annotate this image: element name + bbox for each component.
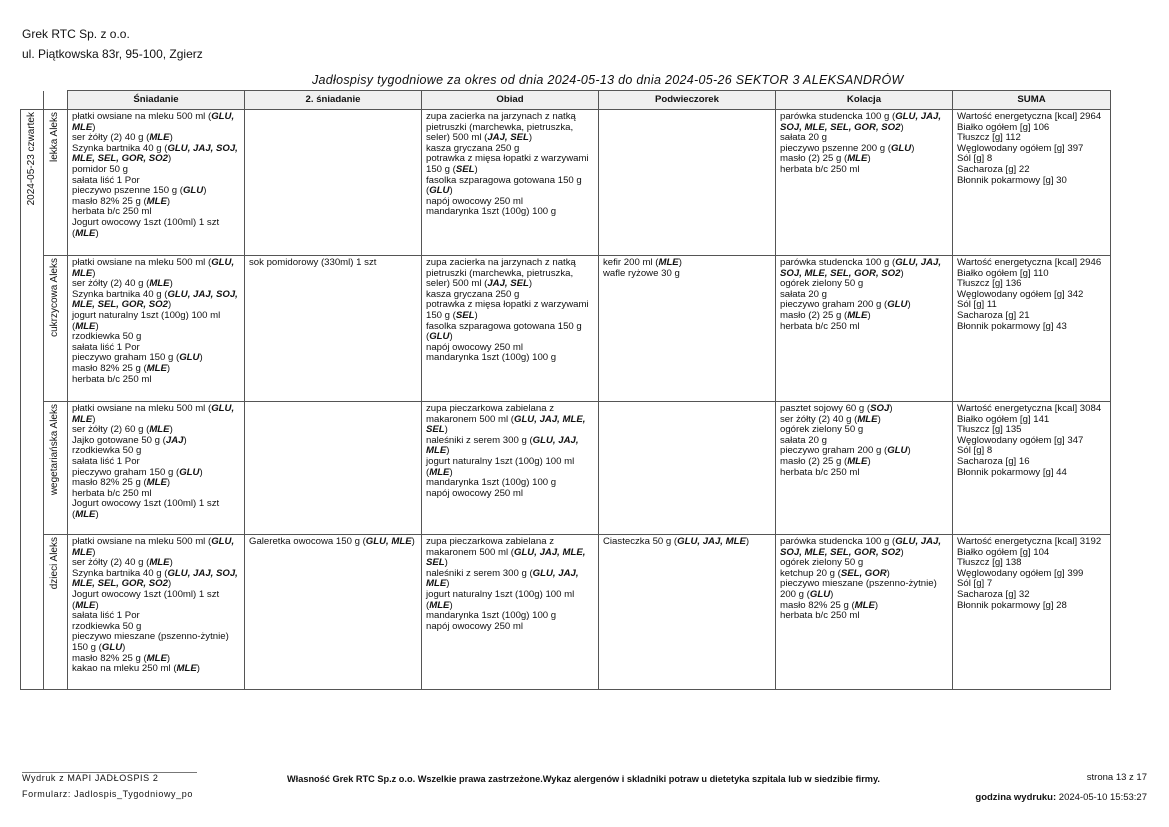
meal-cell [953,256,1111,402]
meal-item: Jajko gotowane 50 g (JAJ) [72,434,187,446]
meal-cell [245,402,422,535]
diet-name-cell [44,402,68,535]
meal-cell [245,110,422,256]
meal-item: parówka studencka 100 g (GLU, JAJ, SOJ, MLE, SEL, GOR, SO2) [780,111,942,133]
meal-item: Galeretka owocowa 150 g (GLU, MLE) [249,536,415,547]
meal-item: zupa zacierka na jarzynach z natką pietruszki (marchewka, pietruszka, seler) 500 ml (JAJ, SEL) [426,111,576,144]
meal-item: pieczywo mieszane (pszenno-żytnie) 200 g (GLU) [780,578,937,600]
nutrition-line: Błonnik pokarmowy [g] 28 [957,599,1067,611]
meal-cell [776,535,953,690]
diet-row [21,110,1111,256]
meal-cell [776,256,953,402]
nutrition-line: Tłuszcz [g] 136 [957,278,1022,290]
meal-cell [953,110,1111,256]
column-header: 2. śniadanie [245,91,422,110]
meal-item: parówka studencka 100 g (GLU, JAJ, SOJ, MLE, SEL, GOR, SO2) [780,536,942,558]
meal-cell [245,535,422,690]
date-label: 2024-05-23 czwartek [25,112,37,206]
company-address: ul. Piątkowska 83r, 95-100, Zgierz [22,47,203,61]
diet-name-cell [44,256,68,402]
meal-cell [68,535,245,690]
diet-name-cell [44,535,68,690]
meal-item: wafle ryżowe 30 g [603,267,680,279]
nutrition-line: Sól [g] 7 [957,578,993,590]
meal-item: ketchup 20 g (SEL, GOR) [780,567,890,579]
meal-item: Szynka bartnika 40 g (GLU, JAJ, SOJ, MLE, SEL, GOR, SO2) [72,288,238,311]
nutrition-line: Białko ogółem [g] 110 [957,267,1049,279]
meal-item: napój owocowy 250 ml [426,620,524,632]
meal-item: mandarynka 1szt (100g) 100 g [426,206,557,218]
column-header: Kolacja [776,91,953,110]
company-name: Grek RTC Sp. z o.o. [22,27,130,41]
meal-item: pieczywo graham 200 g (GLU) [780,299,911,311]
meal-item: sałata 20 g [780,288,827,300]
footer-source: Wydruk z MAPI JADŁOSPIS 2 [22,773,159,783]
meal-item: napój owocowy 250 ml [426,341,524,353]
meal-cell [599,535,776,690]
meal-item: sałata 20 g [780,132,827,144]
meal-item: fasolka szparagowa gotowana 150 g (GLU) [426,174,582,197]
nutrition-line: Sacharoza [g] 21 [957,309,1030,321]
column-header: Podwieczorek [599,91,776,110]
nutrition-line: Wartość energetyczna [kcal] 2946 [957,257,1102,268]
meal-cell [422,256,599,402]
nutrition-line: Błonnik pokarmowy [g] 43 [957,320,1067,332]
menu-table [20,90,1111,690]
meal-item: zupa zacierka na jarzynach z natką pietruszki (marchewka, pietruszka, seler) 500 ml (JAJ, SEL) [426,257,576,290]
diet-name-cell [44,110,68,256]
meal-item: zupa pieczarkowa zabielana z makaronem 500 ml (GLU, JAJ, MLE, SEL) [426,403,586,436]
meal-item: ogórek zielony 50 g [780,424,864,436]
meal-item: kasza gryczana 250 g [426,142,520,154]
meal-cell [953,402,1111,535]
meal-item: fasolka szparagowa gotowana 150 g (GLU) [426,320,582,343]
meal-item: Ciasteczka 50 g (GLU, JAJ, MLE) [603,536,750,547]
header-row [21,91,1111,110]
date-cell [21,110,44,690]
meal-item: napój owocowy 250 ml [426,195,524,207]
meal-cell [422,535,599,690]
meal-item: kasza gryczana 250 g [426,288,520,300]
header-blank [21,91,44,110]
meal-item: masło 82% 25 g (MLE) [72,195,171,207]
meal-item: ser żółty (2) 40 g (MLE) [780,413,881,425]
nutrition-line: Sacharoza [g] 22 [957,163,1030,175]
meal-item: masło 82% 25 g (MLE) [72,362,171,374]
nutrition-line: Sól [g] 8 [957,445,993,457]
diet-row [21,402,1111,535]
meal-item: potrawka z mięsa łopatki z warzywami 150 g (SEL) [426,153,589,175]
print-time [975,792,1147,803]
meal-item: sałata liść 1 Por [72,341,140,353]
meal-item: parówka studencka 100 g (GLU, JAJ, SOJ, MLE, SEL, GOR, SO2) [780,257,942,279]
meal-item: potrawka z mięsa łopatki z warzywami 150 g (SEL) [426,299,589,321]
nutrition-line: Tłuszcz [g] 138 [957,557,1022,569]
footer-left [22,772,197,803]
nutrition-line: Tłuszcz [g] 135 [957,424,1022,436]
meal-item: pomidor 50 g [72,163,128,175]
meal-cell [245,256,422,402]
nutrition-line: Sacharoza [g] 32 [957,588,1030,600]
meal-item: herbata b/c 250 ml [72,206,152,218]
meal-item: masło 82% 25 g (MLE) [72,477,171,489]
meal-item: Jogurt owocowy 1szt (100ml) 1 szt (MLE) [72,588,220,611]
nutrition-line: Białko ogółem [g] 106 [957,121,1050,133]
print-time-label: godzina wydruku: [975,792,1057,803]
meal-item: pasztet sojowy 60 g (SOJ) [780,403,893,414]
meal-item: mandarynka 1szt (100g) 100 g [426,477,557,489]
meal-item: sałata liść 1 Por [72,174,140,186]
meal-item: zupa pieczarkowa zabielana z makaronem 500 ml (GLU, JAJ, MLE, SEL) [426,536,586,569]
meal-item: rzodkiewka 50 g [72,620,142,632]
meal-item: pieczywo graham 150 g (GLU) [72,352,203,364]
meal-item: masło (2) 25 g (MLE) [780,309,871,321]
diet-name: cukrzycowa Aleks [49,258,61,337]
nutrition-line: Węglowodany ogółem [g] 347 [957,434,1084,446]
meal-item: masło (2) 25 g (MLE) [780,153,871,165]
meal-cell [776,402,953,535]
meal-item: ogórek zielony 50 g [780,278,864,290]
meal-item: jogurt naturalny 1szt (100g) 100 ml (MLE) [426,455,575,478]
meal-item: kefir 200 ml (MLE) [603,257,682,268]
meal-cell [68,110,245,256]
meal-item: herbata b/c 250 ml [72,487,152,499]
meal-item: mandarynka 1szt (100g) 100 g [426,610,557,622]
meal-item: Jogurt owocowy 1szt (100ml) 1 szt (MLE) [72,498,220,520]
nutrition-line: Sól [g] 8 [957,153,993,165]
print-time-value: 2024-05-10 15:53:27 [1058,792,1147,803]
meal-cell [68,256,245,402]
nutrition-line: Błonnik pokarmowy [g] 30 [957,174,1067,186]
nutrition-line: Wartość energetyczna [kcal] 3084 [957,403,1102,414]
meal-item: herbata b/c 250 ml [780,163,860,175]
meal-item: Szynka bartnika 40 g (GLU, JAJ, SOJ, MLE, SEL, GOR, SO2) [72,142,238,165]
nutrition-line: Sól [g] 11 [957,299,997,311]
meal-item: masło 82% 25 g (MLE) [780,599,879,611]
nutrition-line: Węglowodany ogółem [g] 399 [957,567,1084,579]
meal-cell [422,402,599,535]
meal-item: sok pomidorowy (330ml) 1 szt [249,257,377,268]
meal-item: ogórek zielony 50 g [780,557,864,569]
meal-item: ser żółty (2) 40 g (MLE) [72,132,173,144]
meal-item: masło (2) 25 g (MLE) [780,455,871,467]
meal-item: płatki owsiane na mleku 500 ml (GLU, MLE) [72,257,235,279]
diet-row [21,535,1111,690]
meal-item: jogurt naturalny 1szt (100g) 100 ml (MLE) [426,588,575,611]
nutrition-line: Białko ogółem [g] 141 [957,413,1050,425]
nutrition-line: Białko ogółem [g] 104 [957,546,1050,558]
meal-item: naleśniki z serem 300 g (GLU, JAJ, MLE) [426,434,579,457]
meal-item: sałata liść 1 Por [72,455,140,467]
meal-item: napój owocowy 250 ml [426,487,524,499]
meal-item: rzodkiewka 50 g [72,445,142,457]
meal-item: naleśniki z serem 300 g (GLU, JAJ, MLE) [426,567,579,590]
meal-item: mandarynka 1szt (100g) 100 g [426,352,557,364]
document-title: Jadłospisy tygodniowe za okres od dnia 2024-05-13 do dnia 2024-05-26 SEKTOR 3 ALEKSANDRÓW [312,73,904,87]
meal-item: ser żółty (2) 40 g (MLE) [72,278,173,290]
meal-item: herbata b/c 250 ml [780,610,860,622]
nutrition-line: Wartość energetyczna [kcal] 3192 [957,536,1102,547]
column-header: SUMA [953,91,1111,110]
meal-item: Szynka bartnika 40 g (GLU, JAJ, SOJ, MLE, SEL, GOR, SO2) [72,567,238,590]
meal-item: płatki owsiane na mleku 500 ml (GLU, MLE) [72,111,235,133]
meal-cell [953,535,1111,690]
page-number: strona 13 z 17 [1086,772,1147,783]
meal-cell [68,402,245,535]
diet-row [21,256,1111,402]
meal-item: herbata b/c 250 ml [780,466,860,478]
column-header: Obiad [422,91,599,110]
meal-cell [776,110,953,256]
meal-cell [599,256,776,402]
diet-name: lekka Aleks [49,112,61,163]
nutrition-line: Węglowodany ogółem [g] 397 [957,142,1084,154]
meal-cell [599,402,776,535]
meal-item: jogurt naturalny 1szt (100g) 100 ml (MLE) [72,309,221,332]
meal-item: kakao na mleku 250 ml (MLE) [72,663,200,675]
footer-copyright: Własność Grek RTC Sp.z o.o. Wszelkie prawa zastrzeżone.Wykaz alergenów i skladniki potraw u dietetyka szpitala lub w siedzibie firmy. [287,774,880,784]
nutrition-line: Wartość energetyczna [kcal] 2964 [957,111,1102,122]
meal-item: rzodkiewka 50 g [72,331,142,343]
meal-item: sałata 20 g [780,434,827,446]
meal-item: ser żółty (2) 60 g (MLE) [72,424,173,436]
meal-cell [422,110,599,256]
meal-cell [599,110,776,256]
header-blank [44,91,68,110]
diet-name: wegetariańska Aleks [49,404,61,496]
nutrition-line: Błonnik pokarmowy [g] 44 [957,466,1067,478]
meal-item: sałata liść 1 Por [72,610,140,622]
meal-item: herbata b/c 250 ml [72,373,152,385]
meal-item: pieczywo pszenne 200 g (GLU) [780,142,915,154]
nutrition-line: Węglowodany ogółem [g] 342 [957,288,1084,300]
meal-item: Jogurt owocowy 1szt (100ml) 1 szt (MLE) [72,216,220,239]
meal-item: masło 82% 25 g (MLE) [72,652,171,664]
meal-item: pieczywo graham 150 g (GLU) [72,466,203,478]
meal-item: pieczywo pszenne 150 g (GLU) [72,185,207,197]
meal-item: płatki owsiane na mleku 500 ml (GLU, MLE) [72,403,235,425]
meal-item: pieczywo graham 200 g (GLU) [780,445,911,457]
meal-item: herbata b/c 250 ml [780,320,860,332]
column-header: Śniadanie [68,91,245,110]
diet-name: dzieci Aleks [49,537,61,590]
nutrition-line: Tłuszcz [g] 112 [957,132,1021,144]
footer-form: Formularz: Jadlospis_Tygodniowy_po [22,789,193,799]
meal-item: ser żółty (2) 40 g (MLE) [72,557,173,569]
meal-item: pieczywo mieszane (pszenno-żytnie) 150 g (GLU) [72,631,229,653]
meal-item: płatki owsiane na mleku 500 ml (GLU, MLE) [72,536,235,558]
company-header [22,24,203,64]
nutrition-line: Sacharoza [g] 16 [957,455,1030,467]
